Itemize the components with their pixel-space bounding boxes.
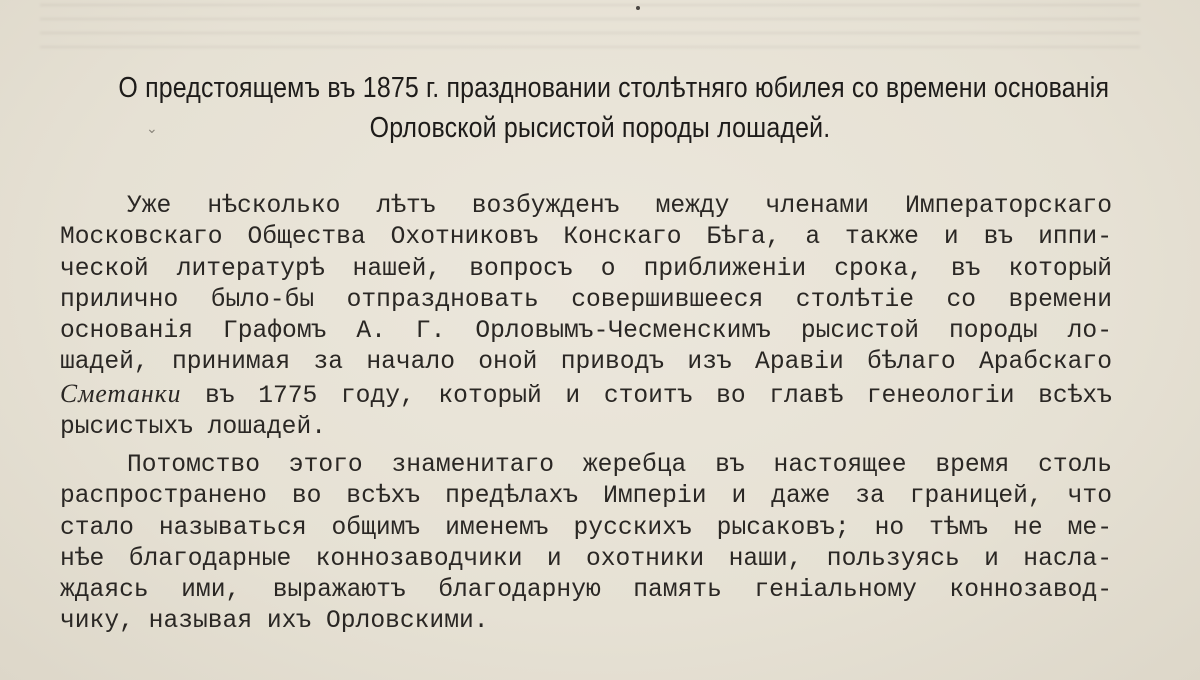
text-line: ческой литературѣ нашей, вопросъ о приближенiи срока, въ который xyxy=(60,253,1112,283)
text-line: прилично было-бы отпраздновать совершившееся столѣтіе со времени xyxy=(60,284,1112,314)
text-line: основанія Графомъ А. Г. Орловымъ-Чесменскимъ рысистой породы ло- xyxy=(60,316,1112,346)
text-line: чику, называя ихъ Орловскими. xyxy=(60,606,489,636)
text-line: Московскаго Общества Охотниковъ Конскаго Бѣга, а также и въ иппи- xyxy=(60,222,1112,252)
ink-speck xyxy=(636,6,640,10)
paragraph-1 xyxy=(60,190,1112,442)
text-line: Потомство этого знаменитаго жеребца въ настоящее время столь xyxy=(126,450,1112,479)
italic-horse-name: Сметанки xyxy=(60,378,182,408)
paragraph-2 xyxy=(60,449,1112,637)
title-line-1: О предстоящемъ въ 1875 г. праздновании столѣтняго юбилея со времени основанія xyxy=(118,72,1110,104)
text-line: ждаясь ими, выражаютъ благодарную память генiальному коннозавод- xyxy=(60,575,1112,605)
title-line-2: Орловской рысистой породы лошадей. xyxy=(369,112,831,144)
text-line: стало называться общимъ именемъ русскихъ рысаковъ; но тѣмъ не ме- xyxy=(60,512,1112,542)
text-line: нѣе благодарные коннозаводчики и охотники наши, пользуясь и наслa- xyxy=(60,543,1112,573)
page-title xyxy=(118,68,1110,148)
margin-mark: ⌄ xyxy=(146,121,158,137)
text-line xyxy=(60,378,1112,411)
text-line-rest: въ 1775 году, который и стоитъ во главѣ генеологiи всѣхъ xyxy=(181,380,1112,410)
text-line: шадей, принимая за начало оной приводъ изъ Аравiи бѣлаго Арабскаго xyxy=(60,347,1112,377)
bleed-through-text xyxy=(40,4,1140,50)
text-line: распространено во всѣхъ предѣлахъ Имперiи и даже за границей, что xyxy=(60,481,1112,511)
text-line: Уже нѣсколько лѣтъ возбужденъ между членами Императорскаго xyxy=(126,191,1112,220)
text-line: рысистыхъ лошадей. xyxy=(60,412,326,442)
